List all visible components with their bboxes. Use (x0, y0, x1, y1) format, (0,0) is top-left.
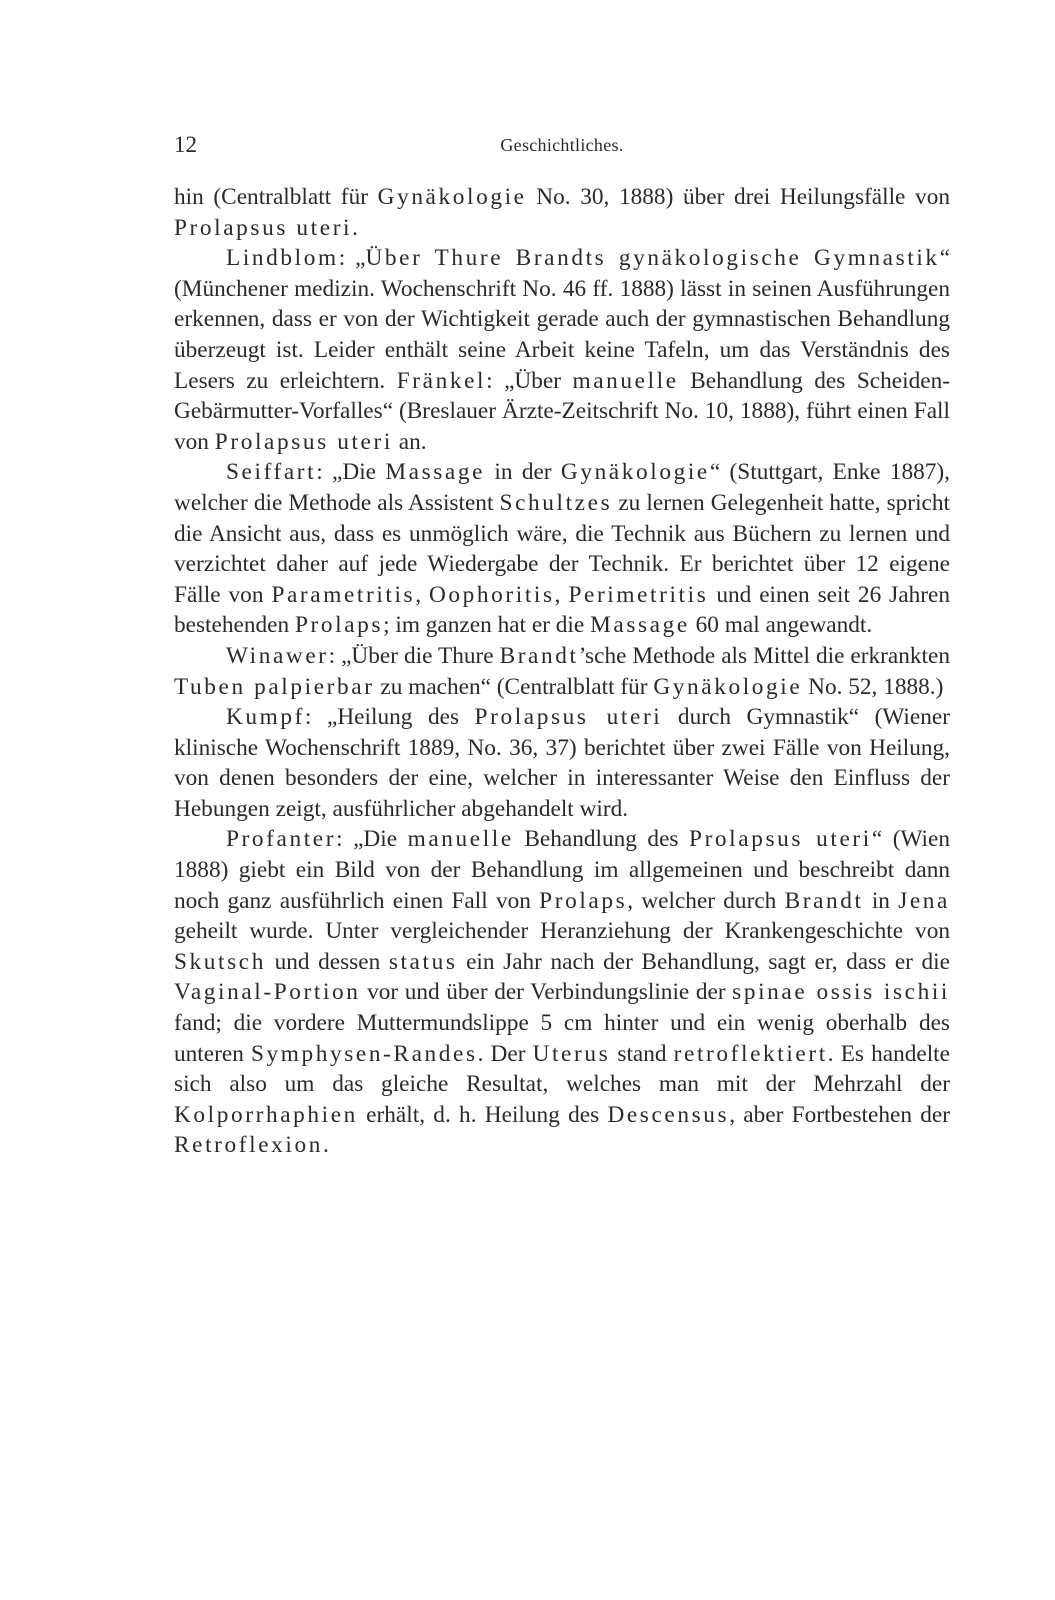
spaced-text: Kumpf (226, 704, 306, 731)
text-segment: stand (610, 1040, 674, 1067)
text-segment: “ (Stuttgart, Enke 1887), welcher die Methode als Assistent (174, 459, 951, 516)
text-segment: ; im ganzen hat er die (383, 612, 591, 639)
text-segment: , (415, 581, 429, 608)
spaced-text: Symphysen-Randes (250, 1040, 478, 1067)
spaced-text: Oophoritis (429, 581, 555, 608)
paragraph (174, 182, 950, 243)
spaced-text: Schultzes (499, 489, 613, 516)
spaced-text: Prolapsus uteri (214, 428, 393, 455)
text-segment: . (322, 1132, 329, 1159)
text-segment: geheilt wurde. Unter vergleichender Heranziehung der Krankengeschichte von (174, 918, 950, 945)
spaced-text: Prolapsus uteri (174, 214, 353, 241)
text-segment: erhält, d. h. Heilung des (357, 1101, 608, 1128)
spaced-text: Prolapsus uteri (474, 704, 663, 731)
text-segment: “ (Wien 1888) giebt ein Bild von der Behandlung im allgemeinen und beschreibt dann noch ganz ausführlich einen Fall von (174, 826, 950, 914)
spaced-text: manuelle (572, 367, 679, 394)
text-segment: : „Die (336, 826, 408, 853)
spaced-text: Gynäkologie (377, 184, 527, 210)
paragraph (174, 702, 950, 824)
text-segment: : „ (338, 245, 366, 272)
text-segment: . Der (477, 1040, 533, 1067)
spaced-text: Brandt (784, 887, 864, 914)
text-segment: an. (392, 428, 427, 455)
text-segment: : „Heilung des (305, 704, 475, 731)
spaced-text: spinae ossis ischii (732, 979, 950, 1006)
text-segment: in der (485, 459, 561, 486)
spaced-text: retroflektiert (673, 1040, 828, 1067)
spaced-text: Seiffart (226, 459, 317, 486)
spaced-text: Prolaps (539, 887, 628, 914)
spaced-text: Vaginal-Portion (174, 979, 361, 1006)
text-segment: hin (Centralblatt für (174, 184, 378, 210)
text-segment: . (352, 214, 358, 241)
text-segment: No. 52, 1888.) (802, 673, 944, 700)
page-header (174, 130, 950, 160)
spaced-text: Gynäkologie (653, 673, 803, 700)
spaced-text: Skutsch (174, 948, 266, 975)
spaced-text: status (388, 948, 458, 975)
spaced-text: Über Thure Brandts gynäkologische Gymnastik (365, 245, 940, 272)
text-segment: ’sche Methode als Mittel die erkrankten (578, 642, 950, 669)
text-segment: . Es handelte sich also um das gleiche Resultat, welches man mit der Mehrzahl der (174, 1040, 950, 1098)
text-segment: : „Die (316, 459, 386, 486)
text-segment: , aber Fortbestehen der (729, 1101, 950, 1128)
paragraph (174, 641, 950, 702)
text-segment: ein Jahr nach der Behandlung, sagt er, dass er die (457, 948, 950, 975)
spaced-text: Lindblom (226, 245, 339, 272)
spaced-text: Brandt (499, 642, 579, 669)
text-segment: Behandlung des (513, 826, 690, 853)
text-segment: fand; die vordere Muttermundslippe 5 cm hinter und ein wenig oberhalb des unteren (174, 1010, 950, 1067)
spaced-text: Winawer (226, 642, 329, 669)
running-title: Geschichtliches. (500, 135, 624, 155)
text-segment: zu machen“ (Centralblatt für (374, 673, 654, 700)
spaced-text: Profanter (226, 826, 337, 853)
spaced-text: Descensus (607, 1101, 730, 1128)
spaced-text: Prolaps (294, 612, 384, 639)
text-segment: und einen seit 26 Jahren bestehenden (174, 581, 950, 639)
spaced-text: Gynäkologie (560, 459, 710, 486)
text-segment: “ (Münchener medizin. Wochenschrift No. 46 ff. 1888) lässt in seinen Ausführungen erkennen, dass er von der Wichtigkeit gerade auch der gymnastischen Behandlung überzeugt ist. Leider enthält seine Arbeit keine Tafeln, um das Verständnis des Lesers zu erleichtern. (174, 245, 951, 394)
spaced-text: Kolporrhaphien (174, 1101, 358, 1128)
paragraph (174, 243, 950, 457)
text-segment: : „Über (486, 367, 573, 394)
spaced-text: Prolapsus uteri (689, 826, 872, 853)
spaced-text: Massage (385, 459, 486, 486)
paragraph (174, 457, 950, 641)
body-text (174, 182, 950, 1161)
spaced-text: Retroflexion (174, 1132, 323, 1159)
spaced-text: Perimetritis (568, 581, 709, 608)
spaced-text: manuelle (407, 826, 514, 853)
spaced-text: Jena (898, 887, 950, 914)
spaced-text: Fränkel (396, 367, 487, 394)
text-segment: No. 30, 1888) über drei Heilungsfälle von (526, 184, 950, 210)
text-segment: vor und über der Verbindungslinie der (360, 979, 733, 1006)
paragraph (174, 824, 950, 1161)
text-segment: in (863, 887, 899, 914)
text-segment: zu lernen Gelegenheit hatte, spricht die Ansicht aus, dass es unmöglich wäre, die Technik aus Büchern zu lernen und verzichtet daher auf jede Wiedergabe der Technik. Er berichtet über 12 eigene Fälle von (174, 489, 950, 608)
spaced-text: Tuben palpierbar (174, 673, 375, 700)
text-segment: durch Gymnastik“ (Wiener klinische Wochenschrift 1889, No. 36, 37) berichtet über zwei Fälle von Heilung, von denen besonders der eine, welcher in interessanter Weise den Einfluss der Hebungen zeigt, ausführlicher abgehandelt wird. (174, 704, 950, 822)
text-segment: und dessen (265, 948, 389, 975)
text-segment: , welcher durch (627, 887, 785, 914)
page-number: 12 (174, 132, 197, 157)
text-segment: : „Über die Thure (328, 642, 500, 669)
spaced-text: Uterus (532, 1040, 611, 1067)
text-segment: Behandlung des Scheiden-Gebärmutter-Vorfalles“ (Breslauer Ärzte-Zeitschrift No. 10, 1888), führt einen Fall von (174, 367, 950, 455)
text-segment: , (554, 581, 569, 608)
text-segment: 60 mal angewandt. (689, 612, 873, 639)
spaced-text: Parametritis (271, 581, 416, 608)
spaced-text: Massage (590, 612, 690, 639)
